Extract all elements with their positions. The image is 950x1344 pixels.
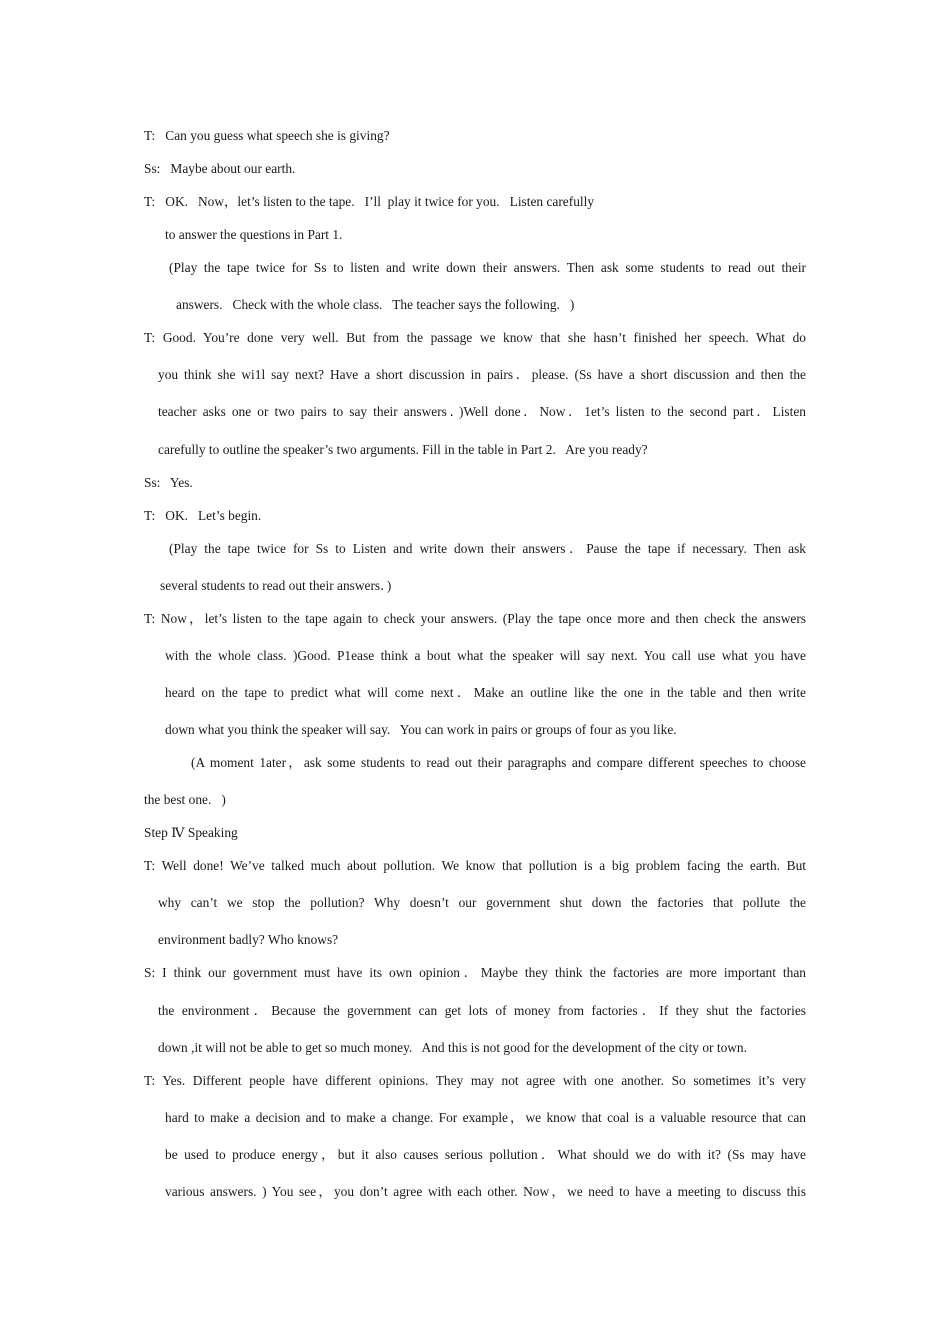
dialogue-line: T: Good. You’re done very well. But from the passage we know that she hasn’t finished her speech. What do: [144, 330, 806, 345]
dialogue-line: down ,it will not be able to get so much money. And this is not good for the development of the city or town.: [158, 1040, 747, 1055]
stage-direction-line: several students to read out their answers．): [160, 578, 392, 593]
dialogue-line: environment badly? Who knows?: [158, 932, 339, 947]
stage-direction-line: (Play the tape twice for Ss to Listen and write down their answers．Pause the tape if necessary. Then ask: [169, 541, 806, 556]
dialogue-line: S: I think our government must have its own opinion．Maybe they think the factories are more important than: [144, 965, 806, 980]
dialogue-line: hard to make a decision and to make a change. For example，we know that coal is a valuable resource that can: [165, 1110, 806, 1125]
dialogue-line: carefully to outline the speaker’s two arguments. Fill in the table in Part 2. Are you ready?: [158, 442, 648, 457]
dialogue-line: down what you think the speaker will say. You can work in pairs or groups of four as you like.: [165, 722, 677, 737]
dialogue-line: various answers. ) You see，you don’t agree with each other. Now，we need to have a meeting to discuss this: [165, 1184, 806, 1199]
dialogue-line: teacher asks one or two pairs to say their answers．)Well done．Now．1et’s listen to the second part．Listen: [158, 404, 806, 419]
dialogue-line: T: OK. Now，let’s listen to the tape. I’ll play it twice for you. Listen carefully: [144, 194, 595, 209]
stage-direction-line: (A moment 1ater，ask some students to read out their paragraphs and compare different speeches to choose: [191, 755, 806, 770]
dialogue-line: T: Now，let’s listen to the tape again to check your answers. (Play the tape once more and then check the answers: [144, 611, 806, 626]
dialogue-line: T: Well done! We’ve talked much about pollution. We know that pollution is a big problem facing the earth. But: [144, 858, 806, 873]
dialogue-line: heard on the tape to predict what will come next．Make an outline like the one in the table and then write: [165, 685, 806, 700]
dialogue-line: you think she wi1l say next? Have a short discussion in pairs．please. (Ss have a short discussion and then the: [158, 367, 806, 382]
section-heading: Step Ⅳ Speaking: [144, 825, 238, 840]
dialogue-line: T: OK. Let’s begin.: [144, 508, 262, 523]
dialogue-line: the environment．Because the government can get lots of money from factories．If they shut the factories: [158, 1003, 806, 1018]
stage-direction-line: (Play the tape twice for Ss to listen and write down their answers. Then ask some students to read out their: [169, 260, 806, 275]
dialogue-line: with the whole class. )Good. P1ease think a bout what the speaker will say next. You call use what you have: [165, 648, 806, 663]
dialogue-line: Ss: Maybe about our earth.: [144, 161, 296, 176]
stage-direction-line: answers. Check with the whole class. The teacher says the following. ): [176, 297, 575, 312]
dialogue-line: to answer the questions in Part 1.: [165, 227, 343, 242]
dialogue-line: Ss: Yes.: [144, 475, 193, 490]
dialogue-line: be used to produce energy，but it also causes serious pollution．What should we do with it? (Ss may have: [165, 1147, 806, 1162]
stage-direction-line: the best one. ): [144, 792, 226, 807]
dialogue-line: why can’t we stop the pollution? Why doesn’t our government shut down the factories that pollute the: [158, 895, 806, 910]
dialogue-line: T: Yes. Different people have different opinions. They may not agree with one another. So sometimes it’s very: [144, 1073, 806, 1088]
dialogue-line: T: Can you guess what speech she is giving?: [144, 128, 390, 143]
